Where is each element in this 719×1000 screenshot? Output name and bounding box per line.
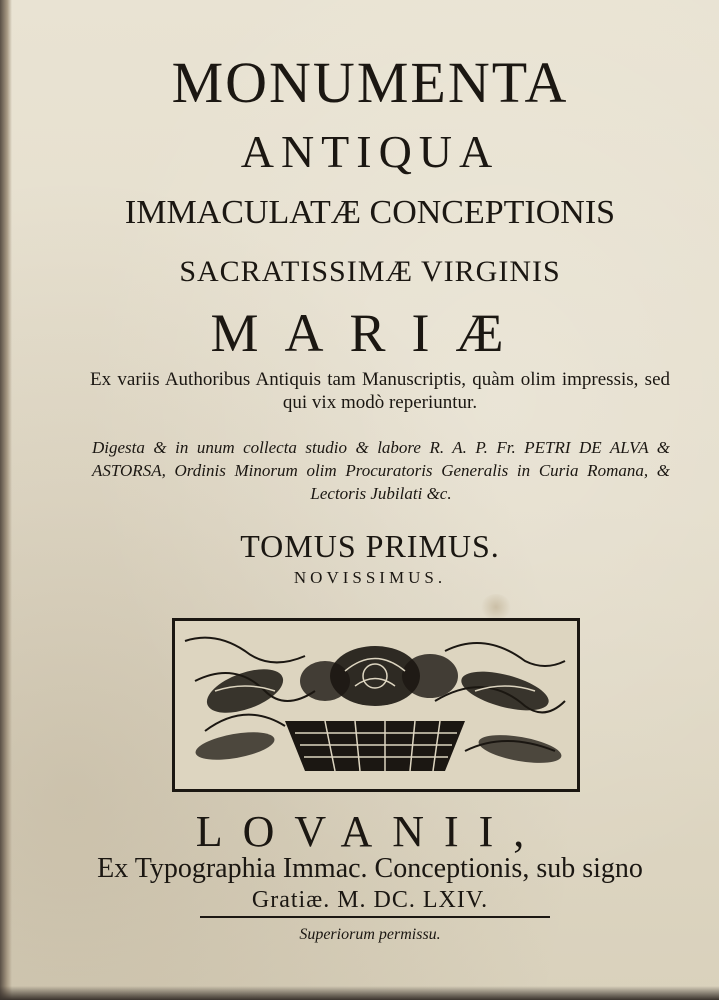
volume-title: TOMUS PRIMUS. <box>240 528 500 564</box>
title-line-antiqua: ANTIQUA <box>240 126 500 177</box>
page-edge-left <box>0 0 12 1000</box>
compiler-text: Digesta & in unum collecta studio & labore R. A. P. Fr. PETRI DE ALVA & ASTORSA, Ordinis Minorum olim Procuratoris Generalis in Curia Romana, & Lectoris Jubilati &c. <box>92 438 670 503</box>
imprint-date: Gratiæ. M. DC. LXIV. <box>251 887 489 913</box>
permission-note: Superiorum permissu. <box>299 926 441 943</box>
edition-label: NOVISSIMUS. <box>293 568 447 587</box>
title-line-sacratissimae: SACRATISSIMÆ VIRGINIS <box>179 255 561 288</box>
subtitle-text: Ex variis Authoribus Antiquis tam Manuscriptis, quàm olim impressis, sed qui vix modò reperiuntur. <box>90 369 670 413</box>
page-edge-bottom <box>0 986 719 1000</box>
woodcut-basket-of-flowers-icon <box>172 618 580 792</box>
imprint-rule <box>200 916 550 918</box>
imprint-printer: Ex Typographia Immac. Conceptionis, sub signo <box>97 853 643 884</box>
paper-stain <box>481 594 511 620</box>
imprint-place: LOVANII, <box>195 807 545 856</box>
title-line-immaculatae: IMMACULATÆ CONCEPTIONIS <box>124 194 616 231</box>
title-line-mariae: MARIÆ <box>210 303 530 363</box>
title-line-monumenta: MONUMENTA <box>171 50 569 115</box>
